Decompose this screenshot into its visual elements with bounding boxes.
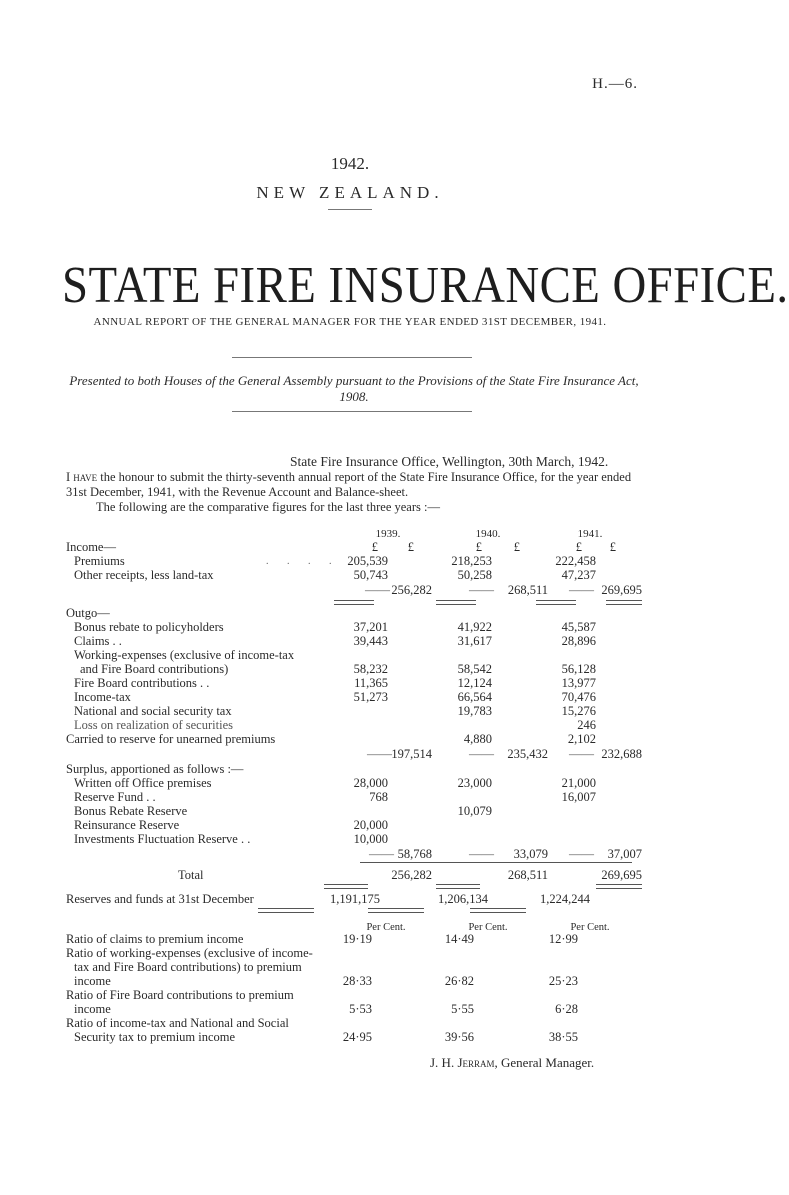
divider-rule — [232, 411, 472, 412]
income-total-row: —— 256,282 —— 268,511 —— 269,695 — [365, 583, 642, 597]
value-1939: 28·33 — [342, 974, 372, 988]
signature — [430, 1055, 594, 1071]
table-row — [66, 805, 642, 818]
row-label: Fire Board contributions . . — [74, 676, 210, 690]
year-1941: 1941. — [577, 528, 603, 540]
value-1940: 1,206,134 — [438, 892, 488, 906]
income-total-1939: 256,282 — [391, 583, 432, 597]
outgo-total-1941: 232,688 — [601, 747, 642, 761]
row-label: Investments Fluctuation Reserve . . — [74, 832, 251, 846]
ratio-row — [66, 1031, 642, 1044]
value-1939: 5·53 — [349, 1002, 372, 1016]
row-label: Loss on realization of securities — [74, 718, 233, 732]
document-title: STATE FIRE INSURANCE OFFICE. — [62, 257, 789, 314]
value-1939: 58,232 — [353, 662, 388, 676]
income-heading-row — [66, 541, 642, 554]
value-1940: 66,564 — [457, 690, 492, 704]
table-row — [66, 635, 642, 648]
table-row — [66, 777, 642, 790]
value-1939: 205,539 — [347, 554, 388, 568]
row-label: Other receipts, less land-tax — [74, 568, 214, 582]
value-1939: 10,000 — [353, 832, 388, 846]
grand-total-1941: 269,695 — [601, 868, 642, 882]
table-row — [66, 733, 642, 746]
table-row — [66, 663, 642, 676]
double-rule — [324, 884, 368, 889]
currency-symbol: £ — [513, 540, 520, 554]
short-rule — [328, 209, 372, 210]
letter-body: the honour to submit the thirty-seventh annual report of the State Fire Insurance Office, for the year ended 31st December, 1941, with the Revenue Account and Balance-sheet. — [66, 470, 632, 499]
table-row — [66, 791, 642, 804]
percent-label: Per Cent. — [468, 922, 508, 933]
currency-symbol: £ — [609, 540, 616, 554]
double-rule — [470, 908, 526, 913]
country-name: NEW ZEALAND. — [256, 183, 444, 202]
year-header-row — [66, 528, 642, 541]
surplus-total-1940: 33,079 — [513, 847, 548, 861]
value-1941: 13,977 — [561, 676, 596, 690]
value-1940: 14·49 — [444, 932, 474, 946]
percent-label: Per Cent. — [570, 922, 610, 933]
report-year: 1942. — [330, 154, 370, 173]
currency-symbol: £ — [475, 540, 482, 554]
value-1940: 58,542 — [457, 662, 492, 676]
income-total-1940: 268,511 — [507, 583, 548, 597]
value-1941: 28,896 — [561, 634, 596, 648]
value-1941: 222,458 — [555, 554, 596, 568]
value-1941: 16,007 — [561, 790, 596, 804]
surplus-total-1939: 58,768 — [397, 847, 432, 861]
reserves-row — [66, 893, 642, 906]
row-label: Bonus Rebate Reserve — [74, 804, 188, 818]
surplus-total-row: —— 58,768 —— 33,079 —— 37,007 — [369, 847, 642, 861]
double-rule — [334, 600, 374, 605]
double-rule — [368, 908, 424, 913]
row-label: income — [74, 974, 111, 988]
value-1939: 1,191,175 — [330, 892, 380, 906]
value-1941: 2,102 — [567, 732, 596, 746]
grand-total-row — [66, 869, 642, 882]
row-label: Reserve Fund . . — [74, 790, 156, 804]
outgo-total-1940: 235,432 — [507, 747, 548, 761]
value-1940: 41,922 — [457, 620, 492, 634]
value-1941: 38·55 — [548, 1030, 578, 1044]
row-label: Ratio of income-tax and National and Social — [66, 1016, 289, 1030]
year-1940: 1940. — [475, 528, 501, 540]
surplus-heading: Surplus, apportioned as follows :— — [66, 762, 244, 776]
ratio-row — [66, 1003, 642, 1016]
value-1939: 19·19 — [342, 932, 372, 946]
double-rule — [606, 600, 642, 605]
value-1940: 39·56 — [444, 1030, 474, 1044]
table-row — [66, 691, 642, 704]
value-1941: 45,587 — [561, 620, 596, 634]
signatory-name: J. H. Jerram, — [430, 1055, 498, 1070]
row-label: Carried to reserve for unearned premiums — [66, 732, 276, 746]
income-total-1941: 269,695 — [601, 583, 642, 597]
row-label: Income-tax — [74, 690, 131, 704]
double-rule — [536, 600, 576, 605]
double-rule — [258, 908, 314, 913]
value-1941: 21,000 — [561, 776, 596, 790]
value-1939: 39,443 — [353, 634, 388, 648]
document-subtitle: ANNUAL REPORT OF THE GENERAL MANAGER FOR THE YEAR ENDED 31ST DECEMBER, 1941. — [93, 316, 607, 328]
row-label: Ratio of working-expenses (exclusive of income- — [66, 946, 313, 960]
outgo-heading: Outgo— — [66, 606, 110, 620]
value-1940: 4,880 — [463, 732, 492, 746]
row-label: Reinsurance Reserve — [74, 818, 180, 832]
income-heading: Income— — [66, 540, 116, 554]
year-1939: 1939. — [375, 528, 401, 540]
value-1939: 768 — [369, 790, 388, 804]
currency-symbol: £ — [407, 540, 414, 554]
value-1941: 56,128 — [561, 662, 596, 676]
value-1941: 12·99 — [548, 932, 578, 946]
value-1939: 11,365 — [354, 676, 388, 690]
row-label: tax and Fire Board contributions) to premium — [74, 960, 302, 974]
outgo-total-row: —— 197,514 —— 235,432 —— 232,688 — [367, 747, 642, 761]
row-label: Claims . . — [74, 634, 122, 648]
double-rule — [436, 884, 480, 889]
row-label: Written off Office premises — [74, 776, 212, 790]
value-1941: 1,224,244 — [540, 892, 590, 906]
row-label: Security tax to premium income — [74, 1030, 236, 1044]
grand-total-1940: 268,511 — [507, 868, 548, 882]
double-rule — [436, 600, 476, 605]
table-row — [66, 819, 642, 832]
value-1939: 24·95 — [342, 1030, 372, 1044]
value-1940: 26·82 — [444, 974, 474, 988]
value-1940: 218,253 — [451, 554, 492, 568]
table-row — [66, 569, 642, 582]
value-1939: 37,201 — [353, 620, 388, 634]
total-rule — [360, 862, 632, 863]
row-label: Reserves and funds at 31st December — [66, 892, 254, 906]
value-1939: 20,000 — [353, 818, 388, 832]
ratio-row — [66, 989, 642, 1002]
row-label: Ratio of claims to premium income — [66, 932, 244, 946]
value-1941: 246 — [577, 718, 596, 732]
letter-lead: The following are the comparative figures for the last three years :— — [96, 500, 440, 514]
ratio-row — [66, 961, 642, 974]
value-1939: 50,743 — [353, 568, 388, 582]
table-row — [66, 649, 642, 662]
ratio-row — [66, 933, 642, 946]
table-row — [66, 833, 642, 846]
double-rule — [596, 884, 642, 889]
row-label: Ratio of Fire Board contributions to premium — [66, 988, 294, 1002]
surplus-heading-row — [66, 763, 642, 776]
value-1939: 51,273 — [353, 690, 388, 704]
table-row — [66, 719, 642, 732]
presented-note: Presented to both Houses of the General Assembly pursuant to the Provisions of the State Fire Insurance Act, 1908. — [69, 373, 639, 404]
row-label: income — [74, 1002, 111, 1016]
value-1941: 15,276 — [561, 704, 596, 718]
percent-label: Per Cent. — [366, 922, 406, 933]
currency-symbol: £ — [575, 540, 582, 554]
table-row — [66, 621, 642, 634]
value-1940: 10,079 — [457, 804, 492, 818]
row-label: Bonus rebate to policyholders — [74, 620, 224, 634]
surplus-total-1941: 37,007 — [607, 847, 642, 861]
table-row — [66, 555, 642, 568]
row-label: Premiums — [74, 554, 125, 568]
letter-intro — [66, 470, 642, 515]
value-1940: 23,000 — [457, 776, 492, 790]
outgo-total-1939: 197,514 — [391, 747, 432, 761]
grand-total-1939: 256,282 — [391, 868, 432, 882]
table-row — [66, 705, 642, 718]
currency-symbol: £ — [371, 540, 378, 554]
leader-dots: . . . . — [266, 556, 340, 567]
page-reference: H.—6. — [592, 76, 638, 92]
row-label: Working-expenses (exclusive of income-tax — [74, 648, 295, 662]
value-1939: 28,000 — [353, 776, 388, 790]
signatory-role: General Manager. — [501, 1055, 595, 1070]
row-label: and Fire Board contributions) — [80, 662, 229, 676]
value-1940: 5·55 — [451, 1002, 474, 1016]
value-1940: 19,783 — [457, 704, 492, 718]
outgo-heading-row — [66, 607, 642, 620]
ratio-row — [66, 975, 642, 988]
ratio-row — [66, 947, 642, 960]
value-1941: 70,476 — [561, 690, 596, 704]
row-label: National and social security tax — [74, 704, 232, 718]
value-1940: 12,124 — [457, 676, 492, 690]
value-1941: 6·28 — [555, 1002, 578, 1016]
value-1941: 25·23 — [548, 974, 578, 988]
letter-dateline: State Fire Insurance Office, Wellington, 30th March, 1942. — [290, 454, 609, 469]
letter-salutation: I have — [66, 470, 98, 484]
divider-rule — [232, 357, 472, 358]
table-row — [66, 677, 642, 690]
value-1940: 50,258 — [457, 568, 492, 582]
ratio-row — [66, 1017, 642, 1030]
total-label: Total — [178, 868, 204, 882]
value-1940: 31,617 — [457, 634, 492, 648]
value-1941: 47,237 — [561, 568, 596, 582]
